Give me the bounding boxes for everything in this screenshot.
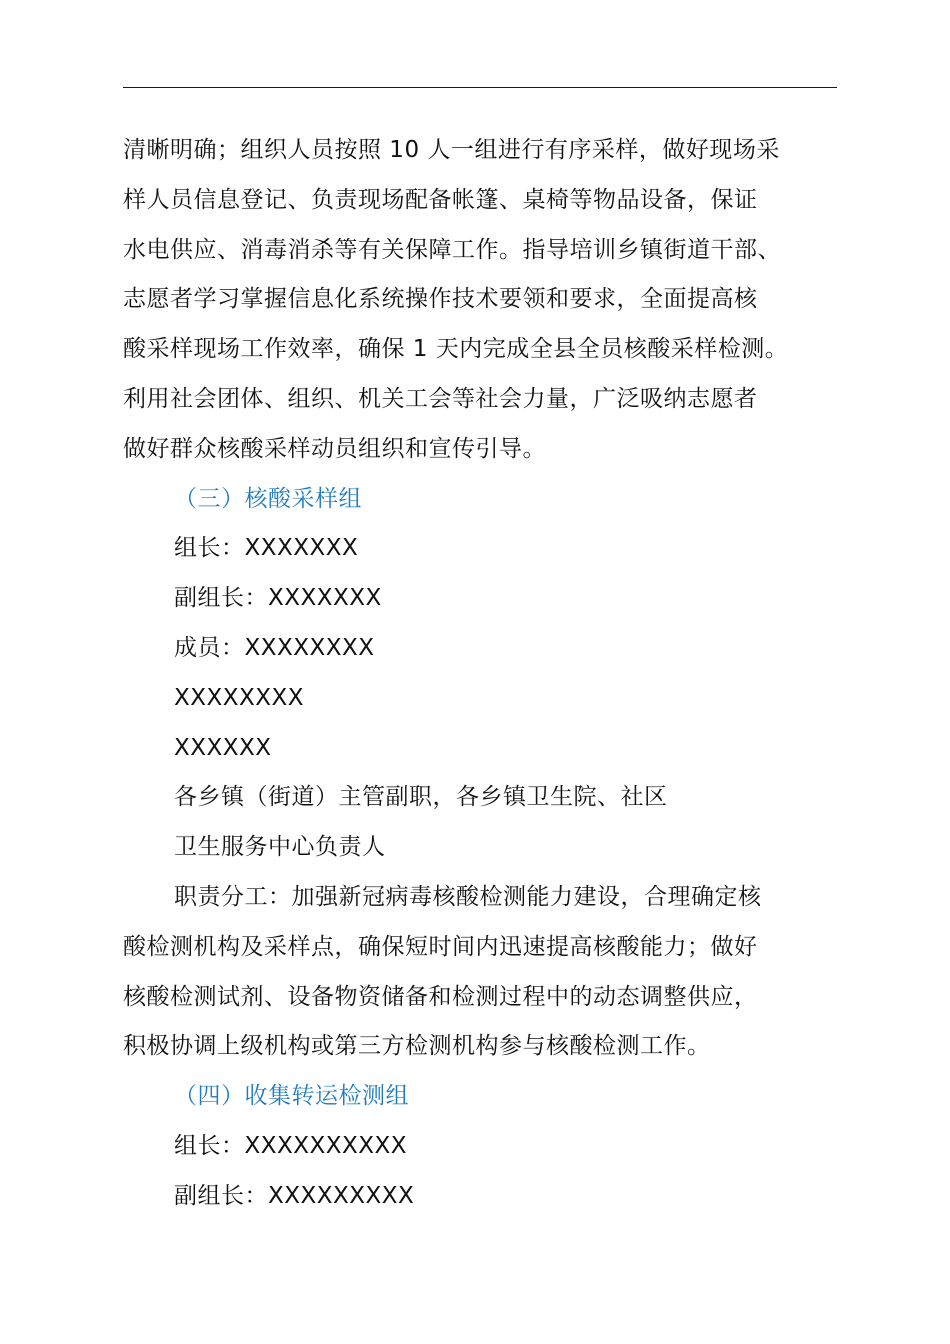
section-3-member-line: XXXXXX xyxy=(174,734,272,761)
paragraph-line: 做好群众核酸采样动员组织和宣传引导。 xyxy=(123,435,546,462)
paragraph-line: 样人员信息登记、负责现场配备帐篷、桌椅等物品设备，保证 xyxy=(123,186,758,213)
section-3 xyxy=(123,475,843,1073)
section-3-member-line: 卫生服务中心负责人 xyxy=(174,834,386,861)
section-3-duties xyxy=(123,873,843,1072)
duties-line: 积极协调上级机构或第三方检测机构参与核酸检测工作。 xyxy=(123,1033,711,1060)
section-3-heading: （三）核酸采样组 xyxy=(174,485,362,512)
duties-line: 酸检测机构及采样点，确保短时间内迅速提高核酸能力；做好 xyxy=(123,933,758,960)
section-3-member-line: 各乡镇（街道）主管副职，各乡镇卫生院、社区 xyxy=(174,784,668,811)
paragraph-sampling-duties xyxy=(123,126,843,475)
section-3-deputy: 副组长：XXXXXXX xyxy=(174,585,382,612)
paragraph-line: 酸采样现场工作效率，确保 1 天内完成全县全员核酸采样检测。 xyxy=(123,336,789,363)
paragraph-line: 志愿者学习掌握信息化系统操作技术要领和要求，全面提高核 xyxy=(123,286,758,313)
duties-line: 核酸检测试剂、设备物资储备和检测过程中的动态调整供应， xyxy=(123,983,758,1010)
paragraph-line: 水电供应、消毒消杀等有关保障工作。指导培训乡镇街道干部、 xyxy=(123,236,781,263)
section-4 xyxy=(123,1072,843,1221)
section-3-members: 成员：XXXXXXXX xyxy=(174,634,375,661)
section-3-member-line: XXXXXXXX xyxy=(174,684,305,711)
section-4-heading: （四）收集转运检测组 xyxy=(174,1083,409,1110)
section-3-leader: 组长：XXXXXXX xyxy=(174,535,359,562)
section-4-deputy: 副组长：XXXXXXXXX xyxy=(174,1182,415,1209)
duties-line: 职责分工：加强新冠病毒核酸检测能力建设，合理确定核 xyxy=(174,883,762,910)
paragraph-line: 利用社会团体、组织、机关工会等社会力量，广泛吸纳志愿者 xyxy=(123,385,758,412)
paragraph-line: 清晰明确；组织人员按照 10 人一组进行有序采样，做好现场采 xyxy=(123,137,780,163)
document-body xyxy=(123,126,843,1222)
header-rule xyxy=(123,87,837,88)
section-4-leader: 组长：XXXXXXXXXX xyxy=(174,1132,408,1159)
